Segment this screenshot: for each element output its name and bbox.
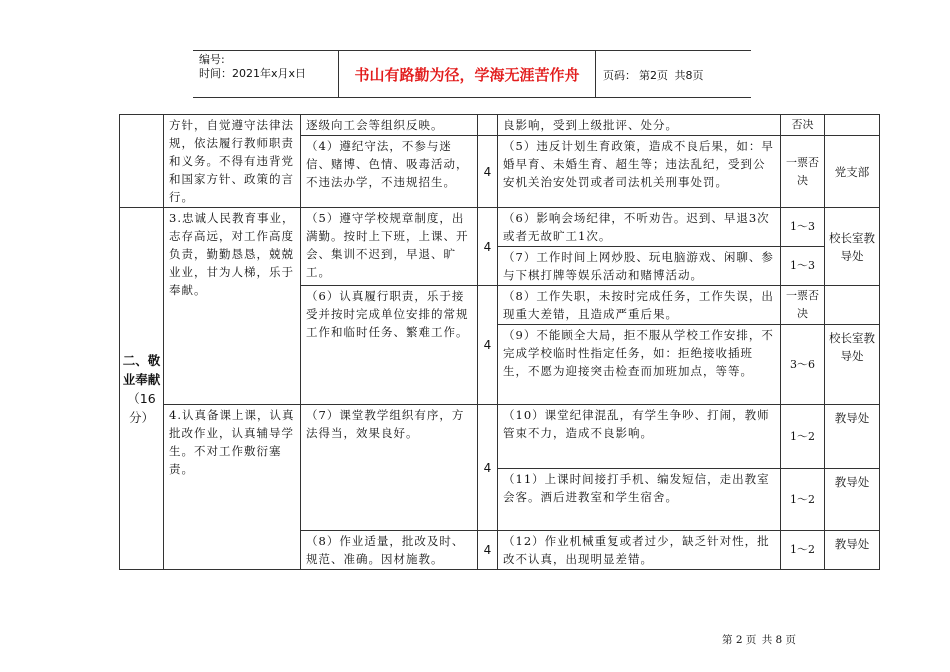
category-title: 二、敬业奉献 (122, 352, 161, 387)
violation-cell: （10）课堂纪律混乱，有学生争吵、打闹，教师管束不力，造成不良影响。 (498, 405, 781, 469)
violation-cell: 良影响，受到上级批评、处分。 (498, 115, 781, 136)
header-slogan: 书山有路勤为径，学海无涯苦作舟 (338, 51, 596, 97)
footer-page-total: 共 8 页 (761, 634, 797, 646)
violation-cell: （12）作业机械重复或者过少，缺乏针对性，批改不认真，出现明显差错。 (498, 531, 781, 570)
violation-cell: （5）违反计划生育政策，造成不良后果，如：早婚早育、未婚生育、超生等；违法乱纪，受到公安机关治安处罚或者司法机关刑事处罚。 (498, 136, 781, 208)
standard-cell: 3.忠诚人民教育事业，志存高远，对工作高度负责，勤勤恳恳，兢兢业业，甘为人梯，乐于奉献。 (164, 208, 301, 405)
standard-cell: 4.认真备课上课，认真批改作业，认真辅导学生。不对工作敷衍塞责。 (164, 405, 301, 570)
violation-cell: （9）不能顾全大局，拒不服从学校工作安排，不完成学校临时性指定任务，如：拒绝接收插班生，不愿为迎接突击检查而加班加点，等等。 (498, 325, 781, 405)
deduction-cell: 1～2 (781, 405, 825, 469)
table-row (120, 115, 880, 136)
deduction-cell: 1～3 (781, 247, 825, 286)
score-cell: 4 (478, 405, 498, 531)
header-left (199, 53, 337, 81)
table-row (120, 208, 880, 247)
document-time: 时间：2021年x月x日 (199, 67, 307, 80)
category-cell (120, 208, 164, 570)
violation-cell: （6）影响会场纪律，不听劝告。迟到、早退3次或者无故旷工1次。 (498, 208, 781, 247)
page-total: 共8页 (674, 69, 704, 82)
violation-cell: （11）上课时间接打手机、编发短信，走出教室会客。酒后进教室和学生宿舍。 (498, 469, 781, 531)
deduction-cell: 1～3 (781, 208, 825, 247)
score-cell: 4 (478, 286, 498, 405)
violation-cell: （7）工作时间上网炒股、玩电脑游戏、闲聊、参与下棋打牌等娱乐活动和赌博活动。 (498, 247, 781, 286)
category-cell-previous (120, 115, 164, 208)
page-current: 第2页 (639, 69, 668, 82)
footer-page-current: 第 2 页 (722, 634, 757, 646)
dept-cell: 教导处 (825, 531, 880, 570)
dept-cell: 校长室教导处 (825, 208, 880, 286)
deduction-cell: 一票否决 (781, 136, 825, 208)
score-cell: 4 (478, 208, 498, 286)
dept-cell: 教导处 (825, 405, 880, 469)
dept-cell (825, 286, 880, 325)
page-header (193, 50, 751, 98)
header-page-info (603, 67, 707, 83)
deduction-cell: 1～2 (781, 531, 825, 570)
item-cell: （7）课堂教学组织有序，方法得当，效果良好。 (301, 405, 478, 531)
dept-cell (825, 115, 880, 136)
item-cell: （6）认真履行职责，乐于接受并按时完成单位安排的常规工作和临时任务、繁难工作。 (301, 286, 478, 405)
page-footer (722, 632, 798, 647)
score-cell (478, 115, 498, 136)
dept-cell: 教导处 (825, 469, 880, 531)
table-row (120, 405, 880, 469)
page-label: 页码： (603, 69, 636, 82)
item-cell: 逐级向工会等组织反映。 (301, 115, 478, 136)
item-cell: （8）作业适量，批改及时、规范、准确。因材施教。 (301, 531, 478, 570)
document-number-label: 编号: (199, 53, 225, 66)
deduction-cell: 1～2 (781, 469, 825, 531)
item-cell: （5）遵守学校规章制度，出满勤。按时上下班，上课、开会、集训不迟到，早退、旷工。 (301, 208, 478, 286)
category-points: （16分） (127, 390, 156, 425)
deduction-cell: 一票否决 (781, 286, 825, 325)
assessment-table (119, 114, 880, 570)
score-cell: 4 (478, 136, 498, 208)
item-cell: （4）遵纪守法，不参与迷信、赌博、色情、吸毒活动，不违法办学，不违规招生。 (301, 136, 478, 208)
deduction-cell: 否决 (781, 115, 825, 136)
score-cell: 4 (478, 531, 498, 570)
deduction-cell: 3～6 (781, 325, 825, 405)
dept-cell: 校长室教导处 (825, 325, 880, 405)
violation-cell: （8）工作失职，未按时完成任务，工作失误，出现重大差错，且造成严重后果。 (498, 286, 781, 325)
standard-cell: 方针，自觉遵守法律法规，依法履行教师职责和义务。不得有违背党和国家方针、政策的言行。 (164, 115, 301, 208)
dept-cell: 党支部 (825, 136, 880, 208)
